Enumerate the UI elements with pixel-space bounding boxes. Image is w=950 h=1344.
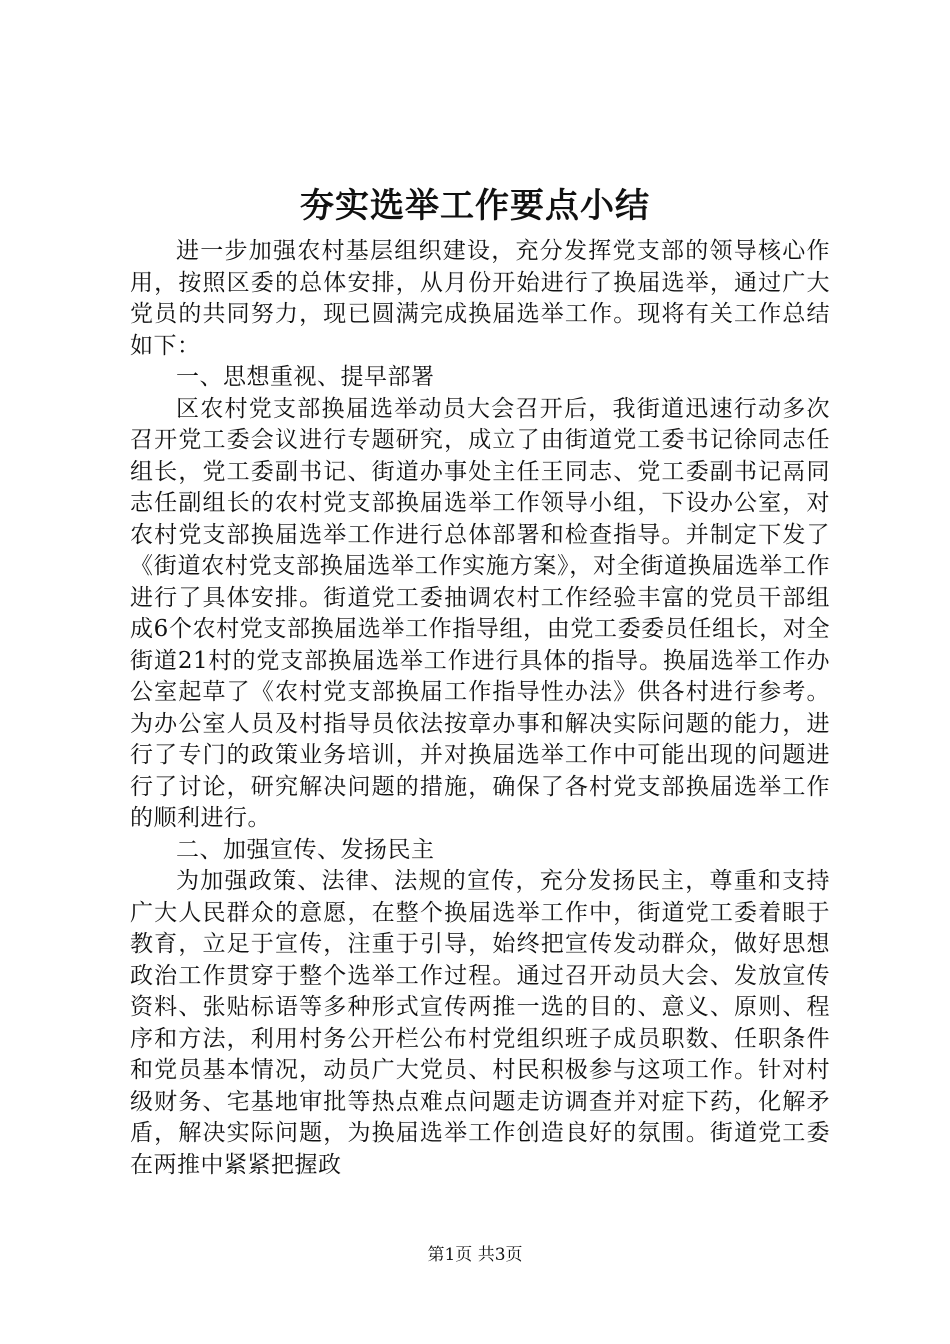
- document-body: [130, 236, 830, 1181]
- section-heading-2: 二、加强宣传、发扬民主: [176, 836, 435, 863]
- document-title: 夯实选举工作要点小结: [300, 186, 650, 226]
- intro-paragraph: 进一步加强农村基层组织建设，充分发挥党支部的领导核心作用，按照区委的总体安排，从月份开始进行了换届选举，通过广大党员的共同努力，现已圆满完成换届选举工作。现将有关工作总结如下：: [130, 238, 830, 359]
- section-heading-1: 一、思想重视、提早部署: [176, 364, 435, 390]
- section-2-paragraph: 为加强政策、法律、法规的宣传，充分发扬民主，尊重和支持广大人民群众的意愿，在整个换届选举工作中，街道党工委着眼于教育，立足于宣传，注重于引导，始终把宣传发动群众，做好思想政治工作贯穿于整个选举工作过程。通过召开动员大会、发放宣传资料、张贴标语等多种形式宣传两推一选的目的、意义、原则、程序和方法，利用村务公开栏公布村党组织班子成员职数、任职条件和党员基本情况，动员广大党员、村民积极参与这项工作。针对村级财务、宅基地审批等热点难点问题走访调查并对症下药，化解矛盾，解决实际问题，为换届选举工作创造良好的氛围。街道党工委在两推中紧紧把握政: [130, 868, 830, 1178]
- page-footer: 第1页 共3页: [427, 1245, 523, 1265]
- section-1-paragraph: 区农村党支部换届选举动员大会召开后，我街道迅速行动多次召开党工委会议进行专题研究，成立了由街道党工委书记徐同志任组长，党工委副书记、街道办事处主任王同志、党工委副书记鬲同志任副组长的农村党支部换届选举工作领导小组，下设办公室，对农村党支部换届选举工作进行总体部署和检查指导。并制定下发了《街道农村党支部换届选举工作实施方案》，对全街道换届选举工作进行了具体安排。街道党工委抽调农村工作经验丰富的党员干部组成6个农村党支部换届选举工作指导组，由党工委委员任组长，对全街道21村的党支部换届选举工作进行具体的指导。换届选举工作办公室起草了《农村党支部换届工作指导性办法》供各村进行参考。为办公室人员及村指导员依法按章办事和解决实际问题的能力，进行了专门的政策业务培训，并对换届选举工作中可能出现的问题进行了讨论，研究解决问题的措施，确保了各村党支部换届选举工作的顺利进行。: [130, 395, 830, 831]
